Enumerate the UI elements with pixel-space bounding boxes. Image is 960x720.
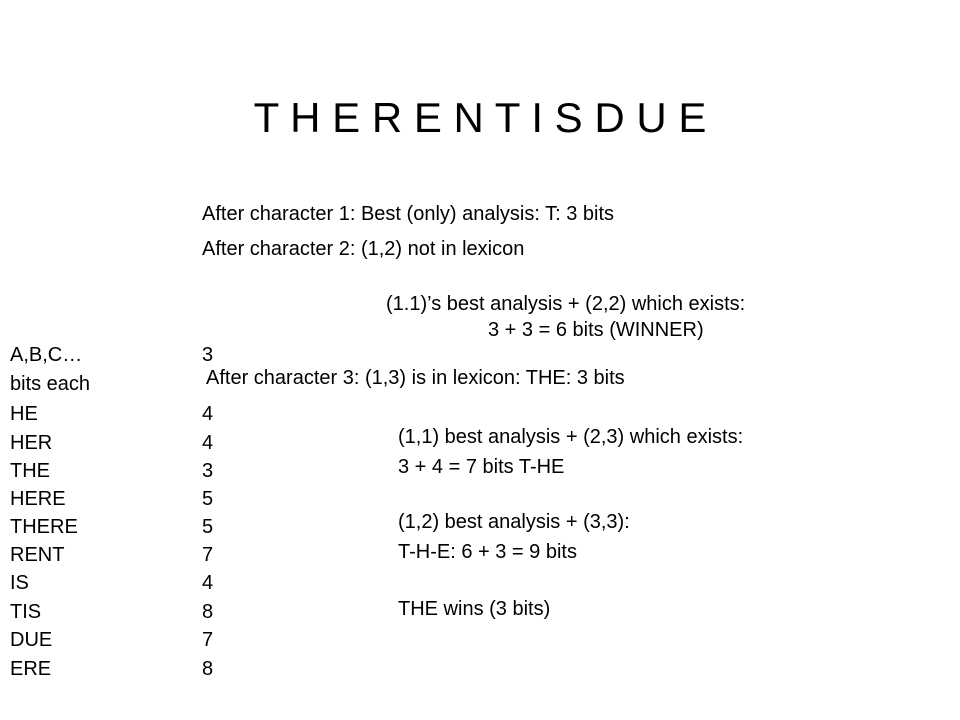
- step-char-3-option-b-line1: (1,2) best analysis + (3,3):: [398, 511, 630, 533]
- step-char-3-winner: THE wins (3 bits): [398, 598, 551, 620]
- lexicon-word: HE: [10, 403, 38, 425]
- lexicon-bits: 8: [202, 658, 214, 680]
- lexicon-word: HER: [10, 432, 53, 454]
- lexicon-bits: 5: [202, 516, 214, 538]
- lexicon-header-bits: 3: [202, 344, 214, 366]
- step-char-2-alt-line1: (1.1)’s best analysis + (2,2) which exists:: [386, 293, 746, 315]
- step-char-2: After character 2: (1,2) not in lexicon: [202, 238, 525, 260]
- lexicon-word: TIS: [10, 601, 42, 623]
- lexicon-bits: 5: [202, 488, 214, 510]
- lexicon-bits: 7: [202, 544, 214, 566]
- lexicon-bits: 8: [202, 601, 214, 623]
- lexicon-bits: 4: [202, 403, 214, 425]
- lexicon-word: RENT: [10, 544, 65, 566]
- lexicon-bits: 7: [202, 629, 214, 651]
- step-char-2-alt-line2: 3 + 3 = 6 bits (WINNER): [488, 319, 704, 341]
- lexicon-word: HERE: [10, 488, 66, 510]
- lexicon-word: IS: [10, 572, 29, 594]
- lexicon-bits: 3: [202, 460, 214, 482]
- step-char-3-option-b-line2: T-H-E: 6 + 3 = 9 bits: [398, 541, 577, 563]
- lexicon-word: THE: [10, 460, 50, 482]
- step-char-3-option-a-line2: 3 + 4 = 7 bits T-HE: [398, 456, 565, 478]
- lexicon-header-note: bits each: [10, 373, 91, 395]
- step-char-1: After character 1: Best (only) analysis: T: 3 bits: [202, 203, 615, 225]
- lexicon-bits: 4: [202, 572, 214, 594]
- page-title: T H E R E N T I S D U E: [253, 94, 707, 141]
- lexicon-word: ERE: [10, 658, 52, 680]
- lexicon-bits: 4: [202, 432, 214, 454]
- step-char-3-option-a-line1: (1,1) best analysis + (2,3) which exists:: [398, 426, 744, 448]
- lexicon-header-word: A,B,C…: [10, 344, 83, 366]
- lexicon-word: DUE: [10, 629, 53, 651]
- step-char-3: After character 3: (1,3) is in lexicon: THE: 3 bits: [206, 367, 625, 389]
- lexicon-word: THERE: [10, 516, 78, 538]
